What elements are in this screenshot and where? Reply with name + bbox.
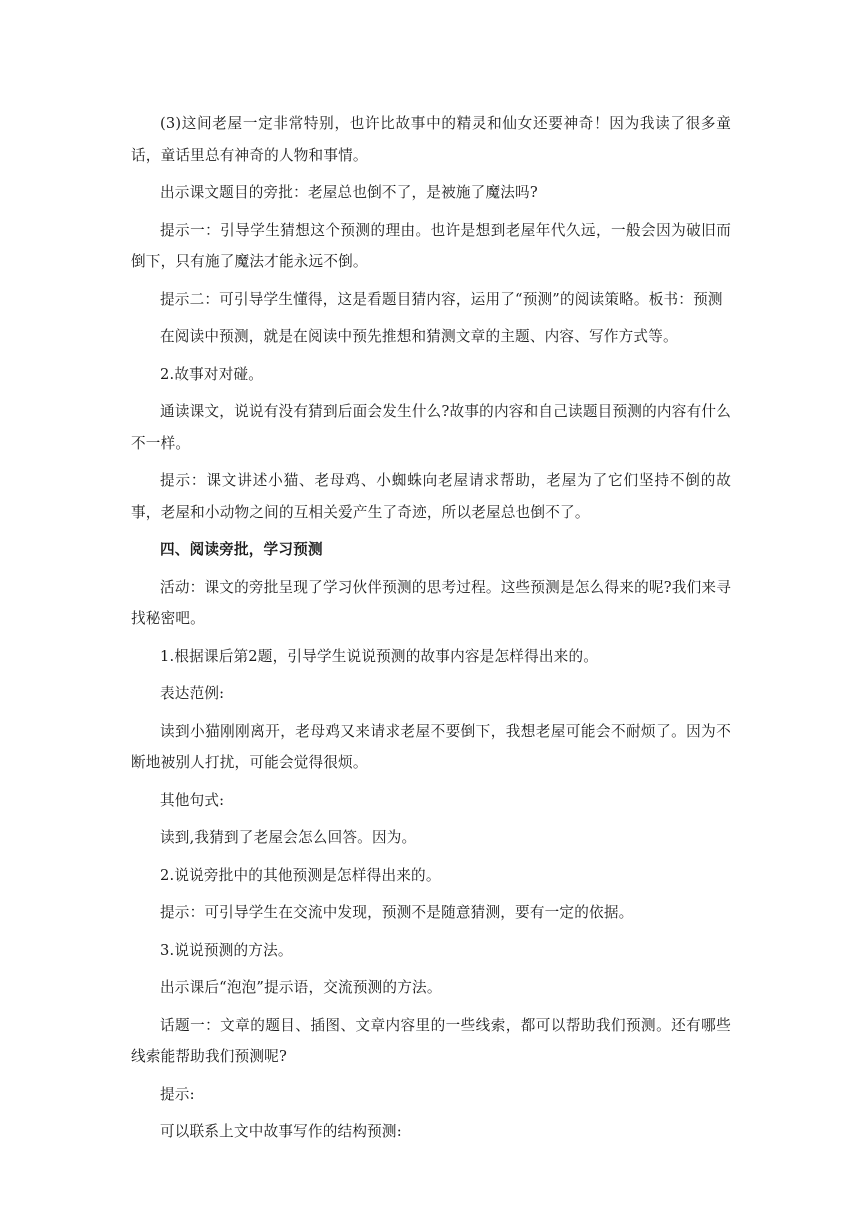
paragraph: 可以联系上文中故事写作的结构预测: (160, 1123, 402, 1140)
paragraph: 读到小猫刚刚离开，老母鸡又来请求老屋不要倒下，我想老屋可能会不耐烦了。因为不断地被别人打扰，可能会觉得很烦。 (131, 722, 731, 771)
paragraph: 提示: (160, 1085, 195, 1103)
paragraph: 提示一：引导学生猜想这个预测的理由。也许是想到老屋年代久远，一般会因为破旧而倒下，只有施了魔法才能永远不倒。 (131, 221, 731, 270)
paragraph: 出示课文题目的旁批：老屋总也倒不了，是被施了魔法吗? (160, 184, 538, 201)
paragraph: 提示二：可引导学生懂得，这是看题目猜内容，运用了“预测”的阅读策略。板书：预测 (160, 290, 723, 308)
paragraph: 话题一：文章的题目、插图、文章内容里的一些线索，都可以帮助我们预测。还有哪些线索能帮助我们预测呢? (131, 1016, 731, 1065)
paragraph: (3)这间老屋一定非常特别，也许比故事中的精灵和仙女还要神奇！因为我读了很多童话，童话里总有神奇的人物和事情。 (131, 115, 731, 164)
paragraph: 提示：可引导学生在交流中发现，预测不是随意猜测，要有一定的依据。 (160, 904, 634, 921)
paragraph: 提示：课文讲述小猫、老母鸡、小蜘蛛向老屋请求帮助，老屋为了它们坚持不倒的故事，老屋和小动物之间的互相关爱产生了奇迹，所以老屋总也倒不了。 (131, 472, 731, 521)
paragraph: 3.说说预测的方法。 (160, 941, 293, 959)
document-body (131, 108, 731, 1154)
paragraph: 2.说说旁批中的其他预测是怎样得出来的。 (160, 866, 441, 884)
paragraph: 通读课文，说说有没有猜到后面会发生什么?故事的内容和自己读题目预测的内容有什么不一样。 (131, 403, 731, 452)
paragraph: 出示课后“泡泡”提示语，交流预测的方法。 (160, 979, 442, 996)
paragraph: 表达范例: (160, 685, 225, 702)
paragraph: 活动：课文的旁批呈现了学习伙伴预测的思考过程。这些预测是怎么得来的呢?我们来寻找秘密吧。 (131, 578, 731, 627)
section-heading: 四、阅读旁批，学习预测 (160, 541, 323, 558)
paragraph: 2.故事对对碰。 (160, 365, 264, 383)
paragraph: 其他句式: (160, 791, 225, 809)
paragraph: 1.根据课后第2题，引导学生说说预测的故事内容是怎样得出来的。 (160, 647, 599, 665)
paragraph: 读到,我猜到了老屋会怎么回答。因为。 (160, 829, 417, 846)
paragraph: 在阅读中预测，就是在阅读中预先推想和猜测文章的主题、内容、写作方式等。 (160, 328, 678, 345)
